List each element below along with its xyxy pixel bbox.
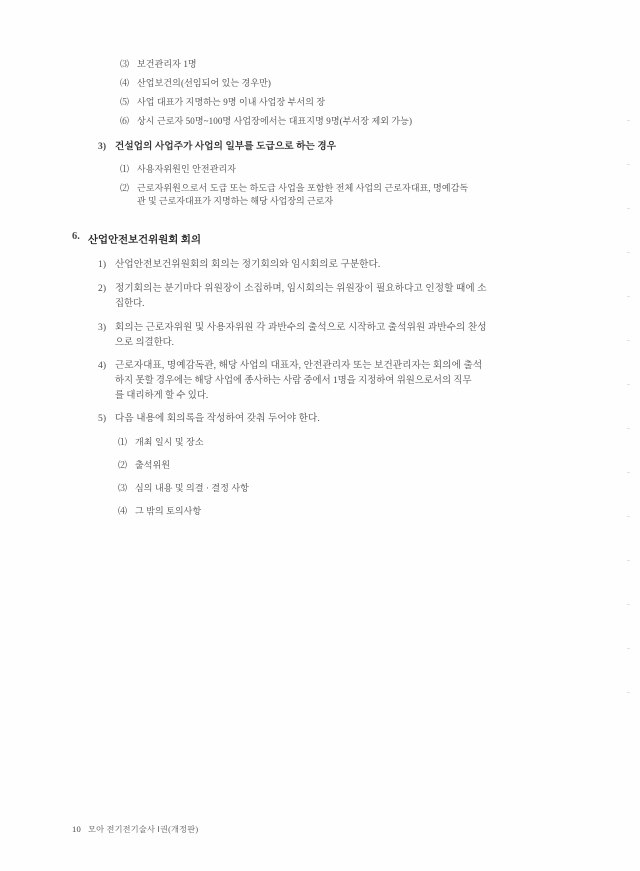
list-marker: ⑶ — [118, 482, 128, 493]
list-marker: ⑸ — [120, 96, 130, 107]
scan-edge-marks — [627, 120, 630, 760]
list-item — [120, 115, 572, 129]
list-item — [118, 436, 572, 450]
list-text-continuation: 관 및 근로자대표가 지명하는 해당 사업장의 근로자 — [137, 196, 334, 207]
list-item — [118, 482, 572, 496]
list-text-continuation: 를 대리하게 할 수 있다. — [115, 390, 209, 401]
list-text: 근로자대표, 명예감독관, 해당 사업의 대표자, 안전관리자 또는 보건관리자는 회의에 출석 — [115, 360, 483, 372]
list-marker: ⑵ — [118, 459, 128, 470]
section-title-text: 산업안전보건위원회 회의 — [88, 235, 202, 247]
list-marker: 1) — [98, 259, 107, 271]
list-text: 정기회의는 분기마다 위원장이 소집하며, 임시회의는 위원장이 필요하다고 인정할 때에 소 — [115, 283, 487, 295]
section-marker: 6. — [72, 231, 80, 243]
list-marker: ⑹ — [120, 115, 130, 126]
list-text: 사용자위원인 안전관리자 — [137, 163, 237, 174]
footer-text: 모아 전기전기술사 Ⅰ권(개정판) — [88, 825, 199, 834]
list-marker: 3) — [98, 140, 107, 152]
list-text: 회의는 근로자위원 및 사용자위원 각 과반수의 출석으로 시작하고 출석위원 과반수의 찬성 — [115, 321, 487, 333]
section-heading — [72, 231, 572, 246]
list-text: 산업안전보건위원회의 회의는 정기회의와 임시회의로 구분한다. — [115, 259, 381, 271]
list-item — [118, 505, 572, 519]
list-text: 다음 내용에 회의록을 작성하여 갖춰 두어야 한다. — [115, 413, 320, 425]
list-marker: ⑵ — [120, 182, 130, 193]
list-marker: 5) — [98, 413, 107, 425]
list-item — [120, 77, 572, 91]
list-item — [120, 96, 572, 110]
list-text: 산업보건의(선임되어 있는 경우만) — [137, 77, 272, 88]
list-marker: 4) — [98, 360, 107, 372]
list-marker: ⑷ — [118, 505, 128, 516]
page-footer — [72, 824, 198, 835]
list-item — [120, 58, 572, 72]
list-text: 근로자위원으로서 도급 또는 하도급 사업을 포함한 전체 사업의 근로자대표, 명예감독 — [137, 182, 469, 193]
list-text: 그 밖의 토의사항 — [135, 505, 202, 516]
list-marker: ⑶ — [120, 59, 130, 69]
list-item — [98, 359, 572, 374]
list-item — [98, 282, 572, 297]
list-marker: ⑴ — [120, 163, 130, 174]
list-text-continuation: 으로 의결한다. — [115, 337, 175, 348]
list-item — [98, 258, 572, 273]
list-text-continuation: 집한다. — [115, 299, 145, 310]
list-item — [98, 321, 572, 336]
list-item-heading — [98, 140, 572, 155]
list-text: 개최 일시 및 장소 — [135, 437, 204, 448]
list-text-continuation: 하지 못할 경우에는 해당 사업에 종사하는 사람 중에서 1명을 지정하여 위원으로서의 직무 — [115, 376, 472, 387]
list-item — [120, 163, 572, 177]
list-marker: 2) — [98, 283, 107, 295]
list-marker: ⑴ — [118, 437, 128, 448]
list-text: 출석위원 — [135, 459, 171, 470]
list-text: 심의 내용 및 의결 · 결정 사항 — [135, 482, 249, 493]
list-item — [98, 412, 572, 427]
list-marker: ⑷ — [120, 77, 130, 88]
page-number: 10 — [72, 824, 81, 834]
list-text: 사업 대표가 지명하는 9명 이내 사업장 부서의 장 — [137, 96, 326, 107]
list-text: 건설업의 사업주가 사업의 일부를 도급으로 하는 경우 — [115, 140, 337, 152]
list-item — [118, 459, 572, 473]
document-body — [72, 58, 572, 519]
list-marker: 3) — [98, 321, 107, 333]
list-text: 상시 근로자 50명~100명 사업장에서는 대표지명 9명(부서장 제외 가능) — [137, 115, 413, 126]
list-text: 보건관리자 1명 — [137, 59, 197, 69]
list-item — [120, 182, 572, 196]
